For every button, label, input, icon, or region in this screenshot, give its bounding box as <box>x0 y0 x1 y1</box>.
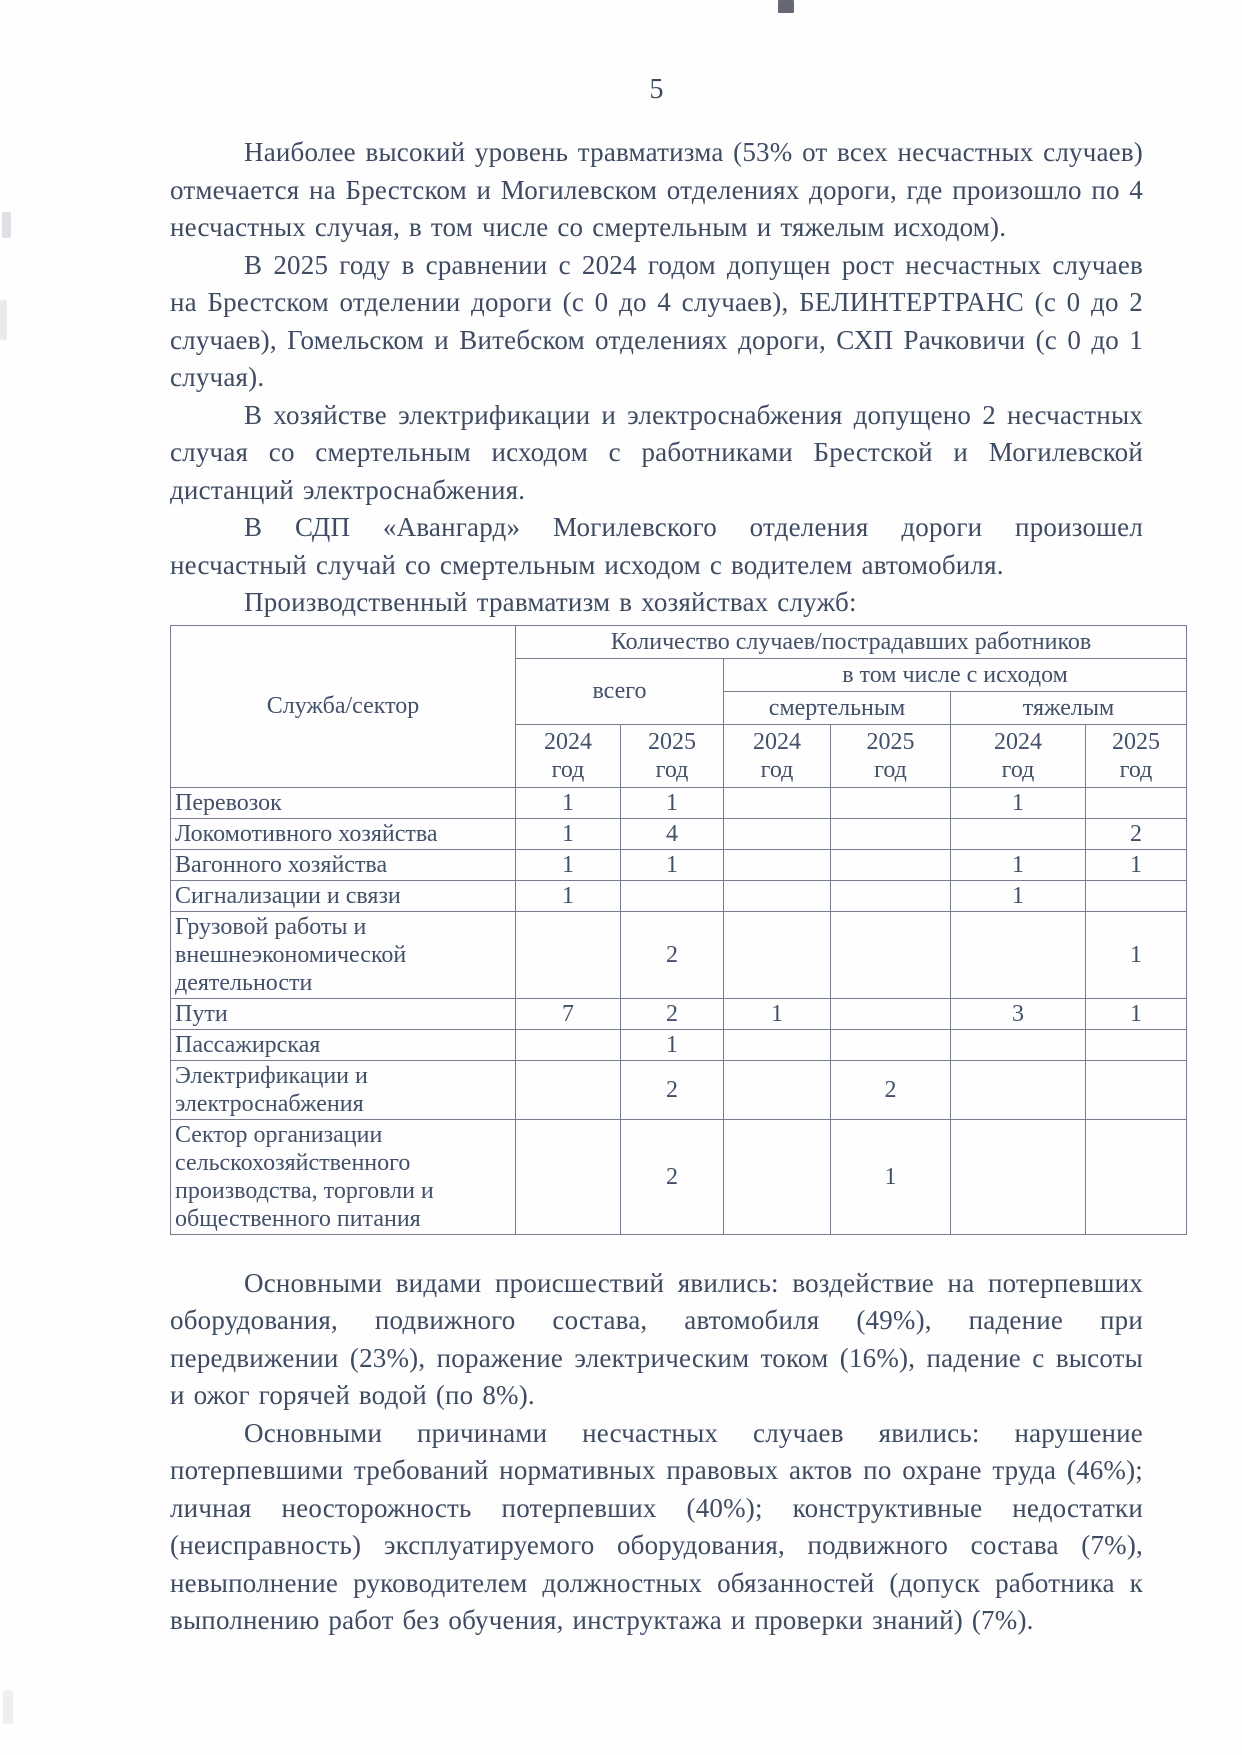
value-cell <box>951 1060 1086 1119</box>
service-cell: Локомотивного хозяйства <box>171 818 516 849</box>
value-cell: 1 <box>516 787 621 818</box>
header-including-outcome: в том числе с исходом <box>724 658 1187 691</box>
value-cell <box>1086 1029 1187 1060</box>
service-cell: Пути <box>171 998 516 1029</box>
year-word: год <box>655 756 689 783</box>
scan-artifact <box>778 0 794 13</box>
value-cell: 1 <box>831 1119 951 1234</box>
value-cell <box>831 787 951 818</box>
value-cell: 1 <box>951 849 1086 880</box>
scan-artifact <box>3 1690 13 1724</box>
body-text-top <box>170 134 1143 622</box>
value-cell <box>621 880 724 911</box>
value-cell: 2 <box>831 1060 951 1119</box>
value-cell <box>951 911 1086 998</box>
value-cell: 1 <box>1086 911 1187 998</box>
value-cell: 7 <box>516 998 621 1029</box>
service-cell: Электрификации и электроснабжения <box>171 1060 516 1119</box>
scan-artifact <box>0 300 7 340</box>
body-text-bottom <box>170 1265 1143 1640</box>
value-cell: 1 <box>951 880 1086 911</box>
value-cell <box>1086 1060 1187 1119</box>
year-value: 2024 <box>753 728 801 755</box>
year-value: 2024 <box>544 728 592 755</box>
value-cell: 1 <box>516 849 621 880</box>
table-row <box>171 1029 1187 1060</box>
service-cell: Пассажирская <box>171 1029 516 1060</box>
header-year <box>1086 724 1187 787</box>
table-row <box>171 1060 1187 1119</box>
table-row <box>171 849 1187 880</box>
table-row <box>171 787 1187 818</box>
service-cell: Сигнализации и связи <box>171 880 516 911</box>
value-cell: 1 <box>516 880 621 911</box>
scan-artifact <box>2 212 11 238</box>
table-row <box>171 1119 1187 1234</box>
value-cell <box>831 818 951 849</box>
value-cell <box>724 787 831 818</box>
value-cell <box>724 818 831 849</box>
header-year <box>724 724 831 787</box>
value-cell: 1 <box>621 1029 724 1060</box>
header-fatal: смертельным <box>724 691 951 724</box>
value-cell <box>1086 1119 1187 1234</box>
paragraph-electrification: В хозяйстве электрификации и электроснабжения допущено 2 несчастных случая со смертельным исходом с работниками Брестской и Могилевской дистанций электроснабжения. <box>170 399 1143 505</box>
header-severe: тяжелым <box>951 691 1187 724</box>
injury-statistics-table <box>170 625 1187 1235</box>
year-value: 2025 <box>866 728 915 755</box>
value-cell: 2 <box>621 911 724 998</box>
value-cell: 1 <box>516 818 621 849</box>
value-cell <box>951 1119 1086 1234</box>
header-year <box>516 724 621 787</box>
value-cell <box>831 1029 951 1060</box>
header-year <box>951 724 1086 787</box>
value-cell <box>831 880 951 911</box>
paragraph-avangard: В СДП «Авангард» Могилевского отделения дороги произошел несчастный случай со смертельным исходом с водителем автомобиля. <box>170 512 1143 580</box>
value-cell: 2 <box>621 998 724 1029</box>
header-year <box>621 724 724 787</box>
year-value: 2025 <box>1112 728 1161 755</box>
year-value: 2024 <box>994 728 1042 755</box>
value-cell <box>831 849 951 880</box>
header-service-sector: Служба/сектор <box>171 625 516 787</box>
value-cell: 1 <box>621 849 724 880</box>
year-word: год <box>1001 756 1035 783</box>
year-word: год <box>551 756 585 783</box>
value-cell <box>724 1119 831 1234</box>
value-cell: 2 <box>621 1119 724 1234</box>
year-word: год <box>1119 756 1153 783</box>
value-cell: 1 <box>621 787 724 818</box>
paragraph-growth-2025: В 2025 году в сравнении с 2024 годом допущен рост несчастных случаев на Брестском отделении дороги (с 0 до 4 случаев), БЕЛИНТЕРТРАНС (с 0 до 2 случаев), Гомельском и Витебском отделениях дороги, СХП Рачковичи (с 0 до 1 случая). <box>170 249 1143 392</box>
table-header-row <box>171 625 1187 658</box>
table-row <box>171 880 1187 911</box>
value-cell <box>1086 787 1187 818</box>
value-cell <box>724 880 831 911</box>
page-number: 5 <box>649 74 664 105</box>
value-cell <box>724 911 831 998</box>
service-cell: Перевозок <box>171 787 516 818</box>
year-value: 2025 <box>648 728 696 755</box>
value-cell <box>516 1060 621 1119</box>
value-cell <box>951 818 1086 849</box>
value-cell: 1 <box>1086 998 1187 1029</box>
value-cell: 1 <box>951 787 1086 818</box>
table-intro: Производственный травматизм в хозяйствах служб: <box>244 587 857 617</box>
value-cell <box>831 998 951 1029</box>
value-cell: 1 <box>1086 849 1187 880</box>
value-cell <box>516 1029 621 1060</box>
value-cell <box>516 1119 621 1234</box>
header-year <box>831 724 951 787</box>
paragraph-incident-types: Основными видами происшествий явились: воздействие на потерпевших оборудования, подвижного состава, автомобиля (49%), падение при передвижении (23%), поражение электрическим током (16%), падение с высоты и ожог горячей водой (по 8%). <box>170 1267 1143 1410</box>
table-row <box>171 818 1187 849</box>
table-row <box>171 911 1187 998</box>
value-cell <box>724 1060 831 1119</box>
year-word: год <box>874 756 907 783</box>
service-cell: Грузовой работы и внешнеэкономической деятельности <box>171 911 516 998</box>
value-cell <box>831 911 951 998</box>
year-word: год <box>760 756 794 783</box>
header-case-count: Количество случаев/пострадавших работников <box>516 625 1187 658</box>
value-cell: 3 <box>951 998 1086 1029</box>
paragraph-injury-level: Наиболее высокий уровень травматизма (53% от всех несчастных случаев) отмечается на Брестском и Могилевском отделениях дороги, где произошло по 4 несчастных случая, в том числе со смертельным и тяжелым исходом). <box>170 137 1143 242</box>
service-cell: Вагонного хозяйства <box>171 849 516 880</box>
value-cell: 4 <box>621 818 724 849</box>
value-cell <box>951 1029 1086 1060</box>
value-cell: 2 <box>1086 818 1187 849</box>
value-cell <box>724 849 831 880</box>
service-cell: Сектор организации сельскохозяйственного производства, торговли и общественного питания <box>171 1119 516 1234</box>
value-cell: 2 <box>621 1060 724 1119</box>
value-cell <box>1086 880 1187 911</box>
header-total: всего <box>516 658 724 724</box>
paragraph-incident-causes: Основными причинами несчастных случаев явились: нарушение потерпевшими требований нормативных правовых актов по охране труда (46%); личная неосторожность потерпевших (40%); конструктивные недостатки (неисправность) эксплуатируемого оборудования, подвижного состава (7%), невыполнение руководителем должностных обязанностей (допуск работника к выполнению работ без обучения, инструктажа и проверки знаний) (7%). <box>170 1417 1143 1635</box>
value-cell: 1 <box>724 998 831 1029</box>
table-row <box>171 998 1187 1029</box>
value-cell <box>516 911 621 998</box>
value-cell <box>724 1029 831 1060</box>
